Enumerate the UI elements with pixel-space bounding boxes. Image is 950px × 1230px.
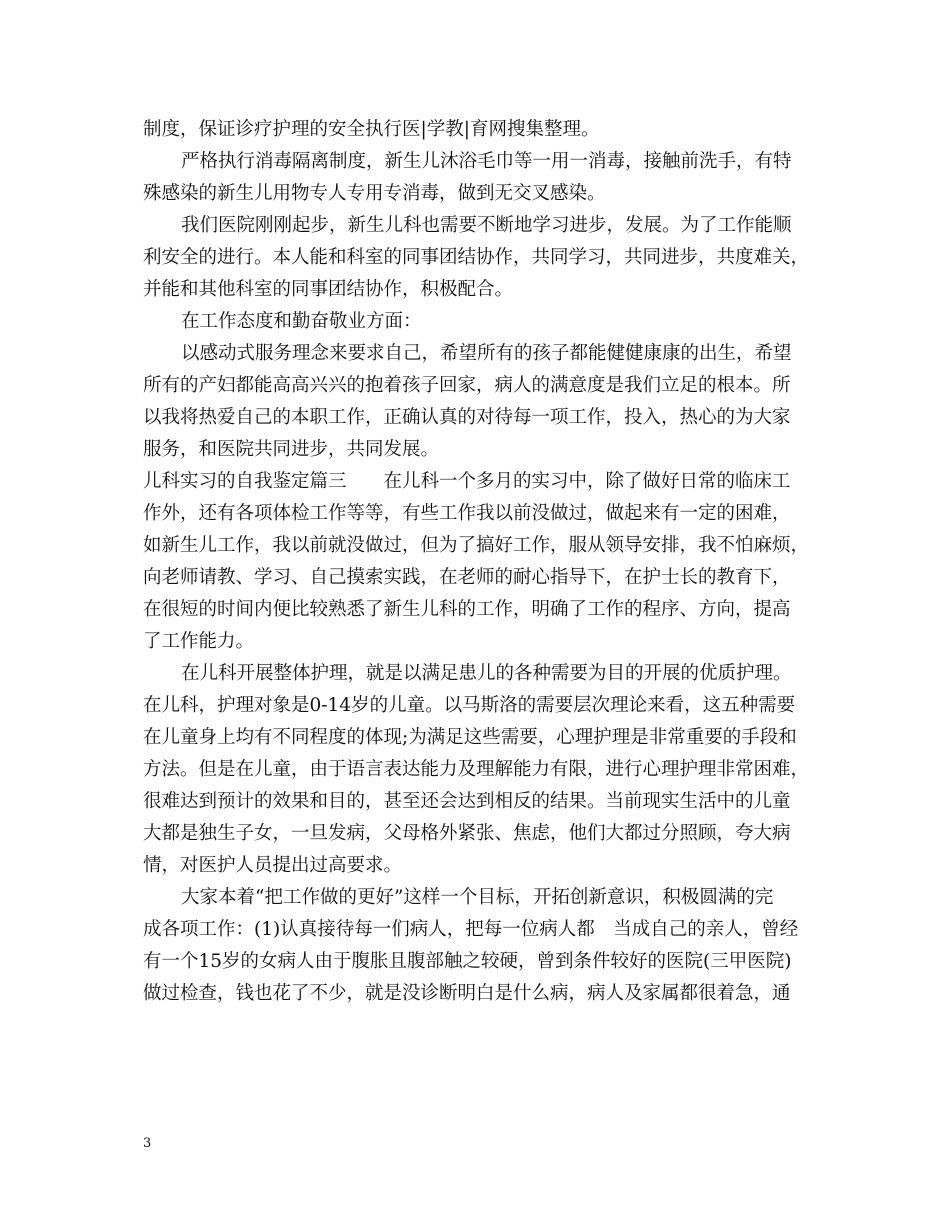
text-line: 在很短的时间内便比较熟悉了新生儿科的工作，明确了工作的程序、方向，提高: [143, 599, 791, 620]
text-line: 做过检查，钱也花了不少，就是没诊断明白是什么病，病人及家属都很着急，通: [143, 983, 791, 1004]
text-line: 了工作能力。: [143, 631, 255, 652]
text-line: 我们医院刚刚起步，新生儿科也需要不断地学习进步，发展。为了工作能顺: [181, 215, 792, 236]
text-line: 殊感染的新生儿用物专人专用专消毒，做到无交叉感染。: [143, 183, 606, 204]
document-body: [143, 114, 815, 1010]
text-line: 并能和其他科室的同事团结协作，积极配合。: [143, 279, 514, 300]
text-line: 大家本着“把工作做的更好”这样一个目标，开拓创新意识，积极圆满的完: [181, 887, 774, 908]
text-line: 向老师请教、学习、自己摸索实践，在老师的耐心指导下，在护士长的教育下，: [143, 567, 791, 588]
text-line: 方法。但是在儿童，由于语言表达能力及理解能力有限，进行心理护理非常困难，: [143, 759, 810, 780]
text-line: 如新生儿工作，我以前就没做过，但为了搞好工作，服从领导安排，我不怕麻烦，: [143, 535, 810, 556]
text-line: 所有的产妇都能高高兴兴的抱着孩子回家，病人的满意度是我们立足的根本。所: [143, 375, 791, 396]
text-line: 成各项工作：(1)认真接待每一们病人，把每一位病人都 当成自己的亲人，曾经: [143, 919, 799, 940]
text-line: 在儿科开展整体护理，就是以满足患儿的各种需要为目的开展的优质护理。: [181, 663, 792, 684]
text-line: 利安全的进行。本人能和科室的同事团结协作，共同学习，共同进步，共度难关，: [143, 247, 810, 268]
text-line: 大都是独生子女，一旦发病，父母格外紧张、焦虑，他们大都过分照顾，夸大病: [143, 823, 791, 844]
text-line: 作外，还有各项体检工作等等，有些工作我以前没做过，做起来有一定的困难，: [143, 503, 791, 524]
text-line: 制度，保证诊疗护理的安全执行医|学教|育网搜集整理。: [143, 119, 600, 140]
text-line: 在儿童身上均有不同程度的体现;为满足这些需要，心理护理是非常重要的手段和: [143, 727, 797, 748]
text-line: 儿科实习的自我鉴定篇三 在儿科一个多月的实习中，除了做好日常的临床工: [143, 471, 791, 492]
text-line: 情，对医护人员提出过高要求。: [143, 855, 403, 876]
text-line: 有一个15岁的女病人由于腹胀且腹部触之较硬，曾到条件较好的医院(三甲医院): [143, 951, 792, 972]
text-line: 在儿科，护理对象是0-14岁的儿童。以马斯洛的需要层次理论来看，这五种需要: [143, 695, 796, 716]
text-line: 以我将热爱自己的本职工作，正确认真的对待每一项工作，投入，热心的为大家: [143, 407, 791, 428]
text-line: 服务，和医院共同进步，共同发展。: [143, 439, 440, 460]
text-line: 在工作态度和勤奋敬业方面：: [181, 311, 422, 332]
page-number: 3: [143, 1136, 152, 1151]
text-line: 以感动式服务理念来要求自己，希望所有的孩子都能健健康康的出生，希望: [181, 343, 792, 364]
text-line: 严格执行消毒隔离制度，新生儿沐浴毛巾等一用一消毒，接触前洗手，有特: [181, 151, 792, 172]
text-line: 很难达到预计的效果和目的，甚至还会达到相反的结果。当前现实生活中的儿童: [143, 791, 791, 812]
